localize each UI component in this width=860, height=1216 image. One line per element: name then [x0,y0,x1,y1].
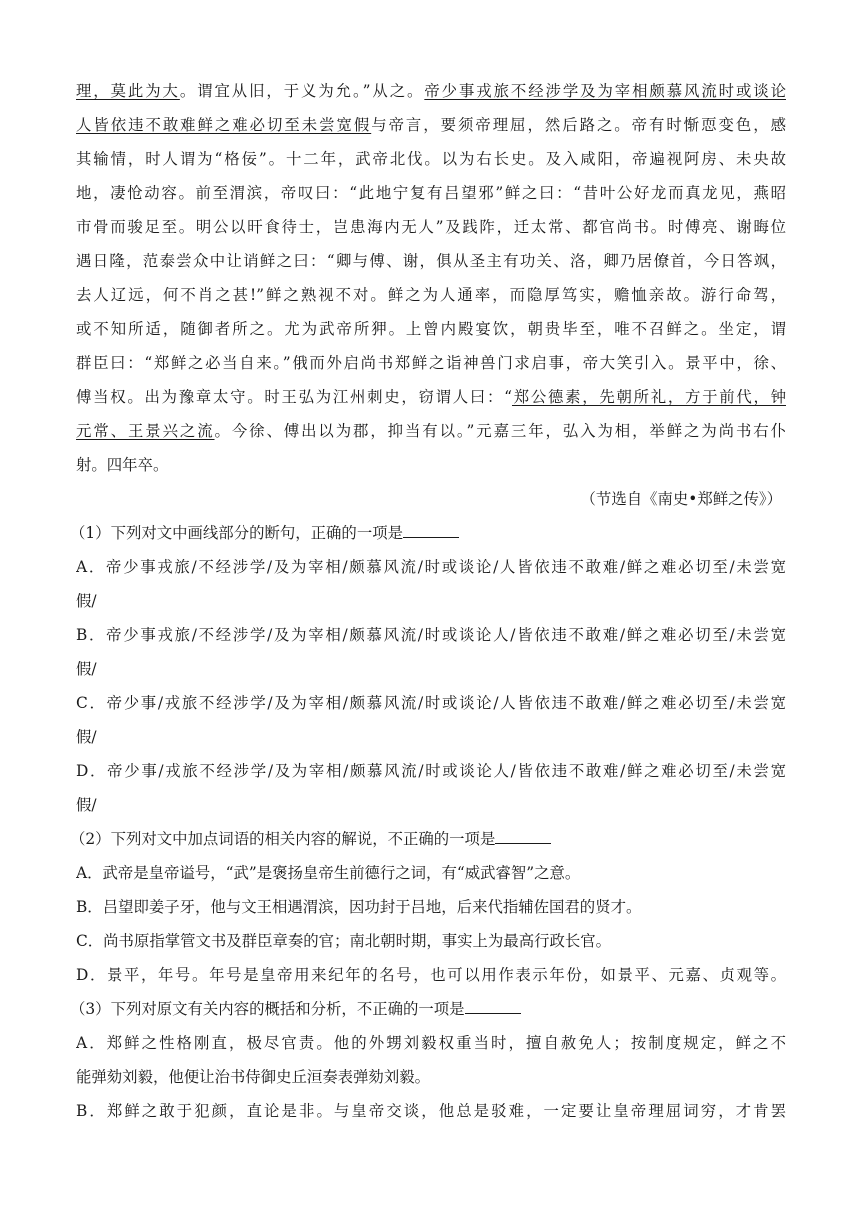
passage-text: 其输情，时人谓为“格佞”。十二年，武帝北伐。以为右长史。及入咸阳，帝遍视阿房、未央故 [76,150,786,168]
question-1-option-b: B．帝少事戎旅/不经涉学/及为宰相/颇慕风流/时或谈论人/皆依违不敢难/鲜之难必切至/未尝宽 [76,626,786,644]
passage-line-8 [76,318,786,340]
passage-line-7 [76,284,786,306]
passage-text: 。今徐、傅出以为郡，抑当有以。”元嘉三年，弘入为相，举鲜之为尚书右仆 [214,422,786,440]
dotted-term: 尚书 [360,354,395,372]
question-1-option-c: C．帝少事/戎旅不经涉学/及为宰相/颇慕风流/时或谈论/人皆依违不敢难/鲜之难必切至/未尝宽 [76,694,786,712]
passage-line-5 [76,216,786,238]
passage-line-11 [76,420,786,442]
question-3-stem [70,998,780,1020]
dotted-term: 吕望 [444,184,479,202]
passage-text: 中，徐、 [719,354,786,372]
underlined-phrase: 郑公德素，先朝所礼，方于前代，钟 [511,388,786,406]
passage-text: 去人辽远，何不肖之甚!”鲜之熟视不对。鲜之为人通率，而隐厚笃实，赡恤亲故。游行命驾， [76,286,786,304]
passage-text: 市骨而骏足至。明公以旰食待士，岂患海内无人”及践阼，迁太常、都官尚书。时傅亮、谢晦位 [76,218,786,236]
question-2-option-c: C．尚书原指掌管文书及群臣章奏的官；南北朝时期，事实上为最高行政长官。 [76,932,612,950]
passage-source: （节选自《南史•郑鲜之传》） [580,490,782,508]
question-stem-text: （3）下列对原文有关内容的概括和分析，不正确的一项是 [70,1000,465,1018]
question-3-option-a-cont: 能弹劾刘毅，他便让治书侍御史丘洹奏表弹劾刘毅。 [76,1068,430,1086]
underlined-phrase: 理，莫此为大 [76,82,180,100]
passage-text: 群臣曰：“郑鲜之必当自来。”俄而外启 [76,354,361,372]
question-1-option-a-cont: 假/ [76,592,97,610]
passage-text: 与帝言，要须帝理屈，然后路之。帝有时惭恧变色，感 [371,116,786,134]
question-stem-text: （1）下列对文中画线部分的断句，正确的一项是 [70,524,403,542]
question-2-option-a: A．武帝是皇帝谥号，“武”是褒扬皇帝生前德行之词，有“威武睿智”之意。 [76,864,581,882]
passage-line-9 [76,352,786,374]
question-3-option-b: B．郑鲜之敢于犯颜，直论是非。与皇帝交谈，他总是驳难，一定要让皇帝理屈词穷，才肯罢 [76,1102,786,1120]
passage-text: 郑鲜之诣神兽门求启事，帝大笑引入。 [394,354,686,372]
question-1-stem [70,522,780,544]
passage-line-3 [76,148,786,170]
dotted-term: 景平 [685,354,720,372]
question-1-option-d-cont: 假/ [76,796,97,814]
question-2-stem [70,828,780,850]
question-1-option-b-cont: 假/ [76,660,97,678]
passage-text: 或不知所适，随御者所之。尤为武帝所狎。上曾内殿宴饮，朝贵毕至，唯不召鲜之。坐定，谓 [76,320,786,338]
question-3-option-a: A．郑鲜之性格刚直，极尽官责。他的外甥刘毅权重当时，擅自赦免人；按制度规定，鲜之不 [76,1034,786,1052]
passage-line-4 [76,182,786,204]
answer-blank [403,523,459,538]
question-2-option-b: B．吕望即姜子牙，他与文王相遇渭滨，因功封于吕地，后来代指辅佐国君的贤才。 [76,898,642,916]
passage-line-6 [76,250,786,272]
passage-text: 邪”鲜之曰：“昔叶公好龙而真龙见，燕昭 [478,184,786,202]
question-1-option-a: A．帝少事戎旅/不经涉学/及为宰相/颇慕风流/时或谈论/人皆依违不敢难/鲜之难必切至/未尝宽 [76,558,786,576]
passage-line-2 [76,114,786,136]
question-stem-text: （2）下列对文中加点词语的相关内容的解说，不正确的一项是 [70,830,496,848]
answer-blank [465,999,521,1014]
passage-line-12 [76,454,786,476]
passage-line-10 [76,386,786,408]
underlined-phrase: 人皆依违不敢难鲜之难必切至未尝宽假 [76,116,372,134]
answer-blank [495,829,551,844]
underlined-phrase: 元常、王景兴之流 [76,422,215,440]
passage-text: 射。四年卒。 [76,456,169,474]
question-2-option-d: D．景平，年号。年号是皇帝用来纪年的名号，也可以用作表示年份，如景平、元嘉、贞观等。 [76,966,786,984]
question-1-option-c-cont: 假/ [76,728,97,746]
question-1-option-d: D．帝少事/戎旅不经涉学/及为宰相/颇慕风流/时或谈论人/皆依违不敢难/鲜之难必切至/未尝宽 [76,762,786,780]
underlined-phrase: 帝少事戎旅不经涉学及为宰相颇慕风流时或谈论 [424,82,786,100]
passage-text: 。谓宜从旧，于义为允。”从之。 [179,82,425,100]
passage-text: 地，凄怆动容。前至渭滨，帝叹曰：“此地宁复有 [76,184,445,202]
passage-line-1 [76,80,786,102]
passage-text: 遇日隆，范泰尝众中让诮鲜之曰：“卿与傅、谢，俱从圣主有功关、洛，卿乃居僚首，今日答飒， [76,252,786,270]
passage-text: 傅当权。出为豫章太守。时王弘为江州刺史，窃谓人曰：“ [76,388,512,406]
